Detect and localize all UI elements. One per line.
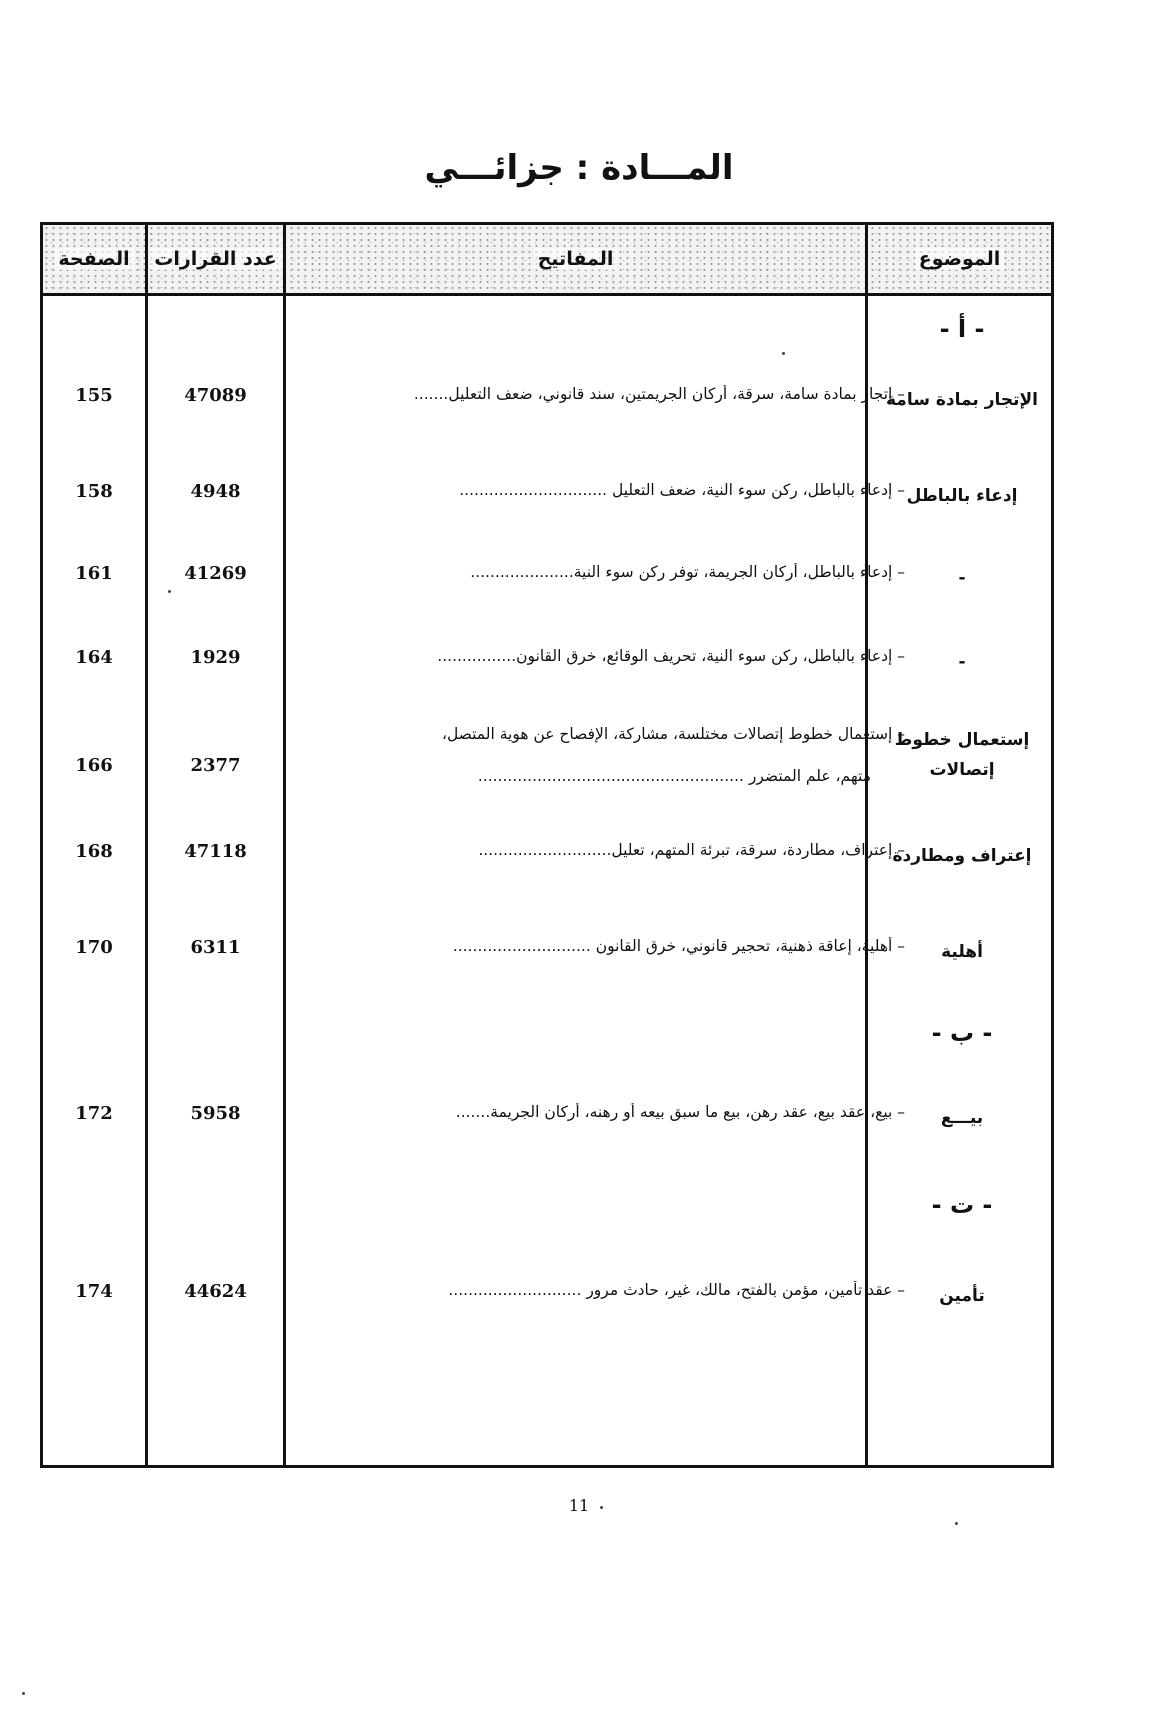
page-number-cell: 168: [75, 841, 113, 862]
page-number-cell: 161: [75, 563, 113, 584]
count-cell: 5958: [190, 1103, 241, 1124]
section-letter-a: - أ -: [939, 315, 985, 343]
keywords-cell: – بيع، عقد بيع، عقد رهن، بيع ما سبق بيعه أو رهنه، أركان الجريمة.......: [455, 1103, 905, 1121]
page-number-cell: 155: [75, 385, 113, 406]
keywords-cell: – إدعاء بالباطل، أركان الجريمة، توفر ركن سوء النية.....................: [470, 563, 905, 581]
scan-speck: [22, 1692, 25, 1695]
count-cell: 47089: [184, 385, 247, 406]
count-cell: 44624: [184, 1281, 247, 1302]
keywords-line-1: – إستعمال خطوط إتصالات مختلسة، مشاركة، الإفصاح عن هوية المتصل،: [441, 725, 905, 743]
subject-cell: الإتجار بمادة سامة: [886, 390, 1038, 410]
page-number-cell: 166: [75, 755, 113, 776]
page-title: المـــادة : جزائـــي: [424, 148, 734, 188]
count-cell: 47118: [184, 841, 247, 862]
scan-speck: [782, 352, 785, 355]
count-cell: 4948: [190, 481, 241, 502]
subject-cell: بيـــع: [940, 1108, 984, 1128]
scan-speck: [168, 590, 171, 593]
scan-speck: [955, 1522, 958, 1525]
scan-speck: [600, 1506, 603, 1509]
header-keywords: المفاتيح: [286, 225, 865, 293]
header-count: عدد القرارات: [148, 225, 283, 293]
column-divider: [283, 225, 286, 1465]
keywords-cell: – إعتراف، مطاردة، سرقة، تبرئة المتهم، تعليل...........................: [478, 841, 905, 859]
keywords-cell: – إتجار بمادة سامة، سرقة، أركان الجريمتين، سند قانوني، ضعف التعليل.......: [413, 385, 905, 403]
subject-cell: -: [958, 652, 966, 672]
subject-cell: أهلية: [941, 942, 983, 962]
keywords-line-2: متهم، علم المتضرر ......................................................: [477, 767, 871, 785]
count-cell: 6311: [190, 937, 241, 958]
count-cell: 1929: [190, 647, 241, 668]
keywords-cell: – أهلية، إعاقة ذهنية، تحجير قانوني، خرق القانون ............................: [452, 937, 905, 955]
index-table: [40, 222, 1054, 1468]
header-page: الصفحة: [43, 225, 145, 293]
page-number-cell: 174: [75, 1281, 113, 1302]
keywords-cell: – إدعاء بالباطل، ركن سوء النية، ضعف التعليل ..............................: [459, 481, 905, 499]
keywords-cell: – عقد تأمين، مؤمن بالفتح، مالك، غير، حادث مرور ...........................: [448, 1281, 905, 1299]
keywords-cell: – إدعاء بالباطل، ركن سوء النية، تحريف الوقائع، خرق القانون................: [437, 647, 905, 665]
page-number-cell: 172: [75, 1103, 113, 1124]
keywords-cell: [293, 725, 905, 785]
subject-cell: إعتراف ومطاردة: [892, 846, 1032, 866]
subject-cell: -: [958, 568, 966, 588]
subject-cell: إستعمال خطوط إتصالات: [894, 730, 1030, 780]
page-number-cell: 164: [75, 647, 113, 668]
subject-cell: إدعاء بالباطل: [906, 486, 1018, 506]
subject-cell: تأمين: [939, 1286, 985, 1306]
count-cell: 2377: [190, 755, 241, 776]
section-letter-b: - ب -: [931, 1019, 993, 1047]
header-subject: الموضوع: [868, 225, 1051, 293]
page-number-cell: 170: [75, 937, 113, 958]
section-letter-t: - ت -: [931, 1191, 993, 1219]
page-number: 11: [568, 1496, 590, 1515]
count-cell: 41269: [184, 563, 247, 584]
page-number-cell: 158: [75, 481, 113, 502]
